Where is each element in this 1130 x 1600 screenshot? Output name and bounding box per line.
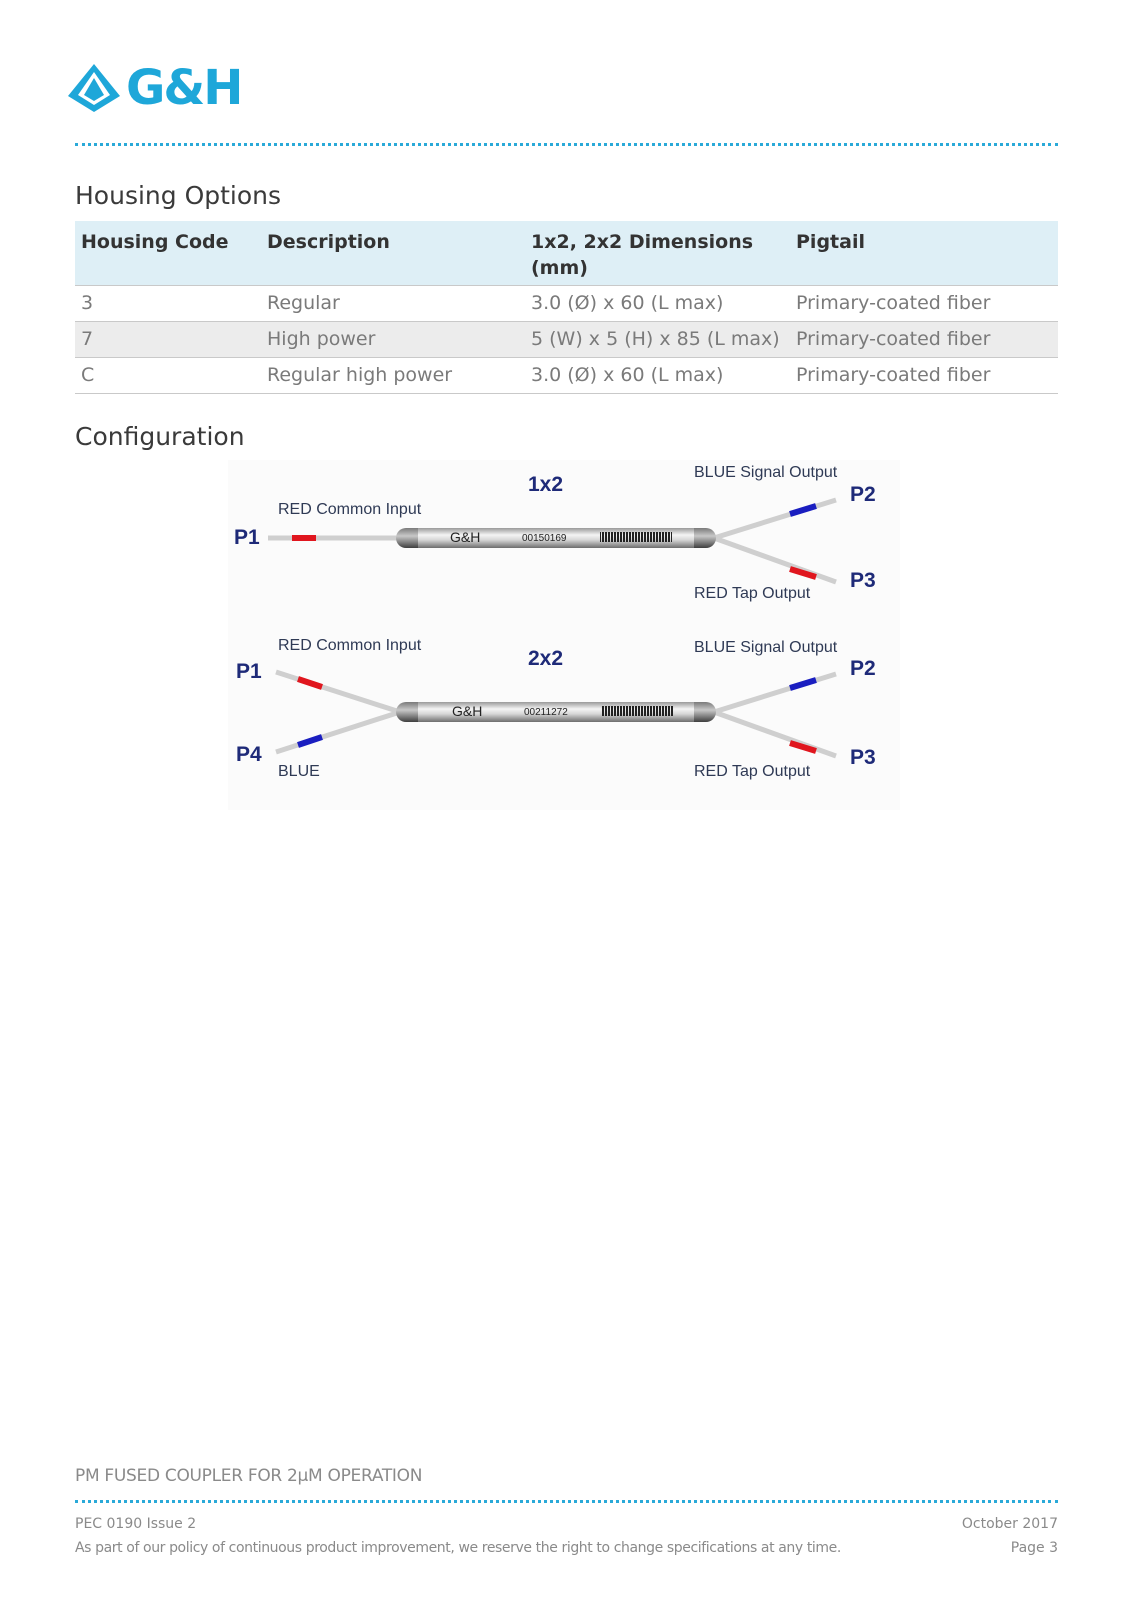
coupler-diagram-svg [228, 460, 900, 810]
logo-text: G&H [126, 60, 242, 116]
top-port-p2-label: P2 [850, 483, 876, 506]
bottom-coupler-brand: G&H [452, 703, 483, 719]
bottom-p1-red-marker [298, 679, 322, 687]
bottom-coupler-serial: 00211272 [524, 707, 568, 718]
table-row [75, 322, 1058, 358]
table-header-row [75, 221, 1058, 286]
bottom-p1-fiber [276, 672, 400, 712]
footer-notice: As part of our policy of continuous product improvement, we reserve the right to change specifications at any time. [75, 1540, 841, 1556]
table-cell: 3.0 (Ø) x 60 (L max) [525, 358, 790, 394]
top-signal-label: BLUE Signal Output [694, 464, 838, 481]
column-header: Pigtail [790, 221, 1058, 286]
bottom-port-p4-label: P4 [236, 743, 262, 766]
top-signal-blue-marker [790, 506, 816, 514]
bottom-p4-blue-marker [298, 737, 322, 745]
footer-page-number: Page 3 [1010, 1540, 1058, 1556]
bottom-port-p3-label: P3 [850, 746, 876, 769]
footer-date: October 2017 [961, 1516, 1058, 1532]
configuration-heading: Configuration [75, 422, 245, 451]
top-input-red-marker [292, 535, 316, 541]
bottom-signal-blue-marker [790, 680, 816, 688]
top-tap-fiber [714, 538, 836, 582]
table-cell: C [75, 358, 261, 394]
column-header: Housing Code [75, 221, 261, 286]
top-port-p3-label: P3 [850, 569, 876, 592]
company-logo [66, 62, 241, 114]
top-signal-fiber [714, 500, 836, 538]
top-tap-red-marker [790, 569, 816, 577]
table-cell: Regular [261, 286, 525, 322]
bottom-input-label: RED Common Input [278, 637, 422, 654]
table-cell: 3.0 (Ø) x 60 (L max) [525, 286, 790, 322]
bottom-signal-label: BLUE Signal Output [694, 639, 838, 656]
column-header: Description [261, 221, 525, 286]
bottom-tap-red-marker [790, 743, 816, 751]
table-cell: Primary-coated fiber [790, 322, 1058, 358]
housing-options-table [75, 221, 1058, 394]
table-cell: Primary-coated fiber [790, 286, 1058, 322]
bottom-signal-fiber [714, 674, 836, 712]
top-input-label: RED Common Input [278, 501, 422, 518]
footer-doc-id: PEC 0190 Issue 2 [75, 1516, 197, 1532]
configuration-diagram [228, 460, 900, 810]
top-coupler-brand: G&H [450, 529, 481, 545]
table-cell: 5 (W) x 5 (H) x 85 (L max) [525, 322, 790, 358]
footer-product-title: PM FUSED COUPLER FOR 2μM OPERATION [75, 1466, 423, 1486]
bottom-tap-fiber [714, 712, 836, 756]
logo-diamond-icon [66, 62, 122, 114]
diagram-2x2-title: 2x2 [528, 647, 564, 670]
footer-divider [75, 1500, 1058, 1503]
bottom-port-p1-label: P1 [236, 660, 262, 683]
table-row [75, 358, 1058, 394]
bottom-tap-label: RED Tap Output [694, 763, 811, 780]
table-row [75, 286, 1058, 322]
top-tap-label: RED Tap Output [694, 585, 811, 602]
table-cell: 7 [75, 322, 261, 358]
table-cell: High power [261, 322, 525, 358]
bottom-port-p2-label: P2 [850, 657, 876, 680]
header-divider [75, 143, 1058, 146]
bottom-p4-fiber [276, 712, 400, 752]
column-header: 1x2, 2x2 Dimensions (mm) [525, 221, 790, 286]
top-coupler-serial: 00150169 [522, 533, 567, 544]
housing-options-heading: Housing Options [75, 181, 282, 210]
diagram-1x2-title: 1x2 [528, 473, 564, 496]
top-port-p1-label: P1 [234, 526, 260, 549]
table-cell: Primary-coated fiber [790, 358, 1058, 394]
bottom-blue-label: BLUE [278, 763, 320, 780]
table-cell: Regular high power [261, 358, 525, 394]
table-cell: 3 [75, 286, 261, 322]
